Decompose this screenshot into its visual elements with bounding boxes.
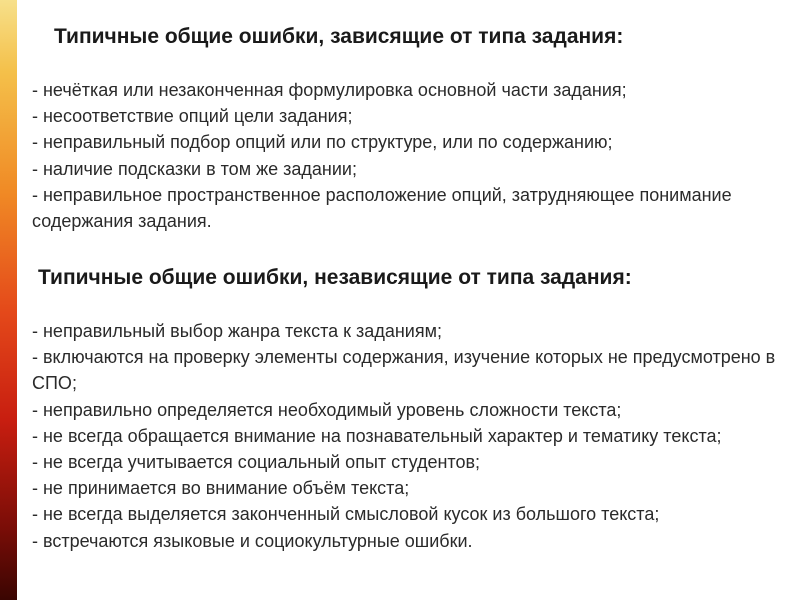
list-item: - неправильный выбор жанра текста к заданиям;	[32, 321, 442, 341]
list-item: - не всегда обращается внимание на познавательный характер и тематику текста;	[32, 425, 722, 446]
list-item: - включаются на проверку элементы содержания, изучение которых не предусмотрено в СПО;	[32, 347, 776, 394]
list-item: - встречаются языковые и социокультурные ошибки.	[32, 530, 473, 551]
list-item: - не принимается во внимание объём текста;	[32, 478, 410, 499]
list-item: - нечёткая или незаконченная формулировка основной части задания;	[32, 80, 627, 100]
section-title-dependent-errors: Типичные общие ошибки, зависящие от типа задания:	[54, 25, 624, 48]
slide-content	[28, 0, 800, 600]
list-item: - не всегда учитывается социальный опыт студентов;	[32, 452, 481, 473]
dependent-errors-list	[32, 77, 800, 234]
list-item: - наличие подсказки в том же задании;	[32, 158, 357, 179]
decorative-gradient-bar	[0, 0, 17, 600]
list-item: - неправильный подбор опций или по структуре, или по содержанию;	[32, 132, 613, 153]
list-item: - несоответствие опций цели задания;	[32, 106, 353, 127]
list-item: - неправильно определяется необходимый уровень сложности текста;	[32, 399, 622, 420]
list-item: - неправильное пространственное расположение опций, затрудняющее понимание содержания задания.	[32, 184, 732, 232]
section-title-independent-errors: Типичные общие ошибки, независящие от типа задания:	[38, 266, 632, 289]
list-item: - не всегда выделяется законченный смысловой кусок из большого текста;	[32, 504, 660, 525]
independent-errors-list	[32, 318, 800, 554]
